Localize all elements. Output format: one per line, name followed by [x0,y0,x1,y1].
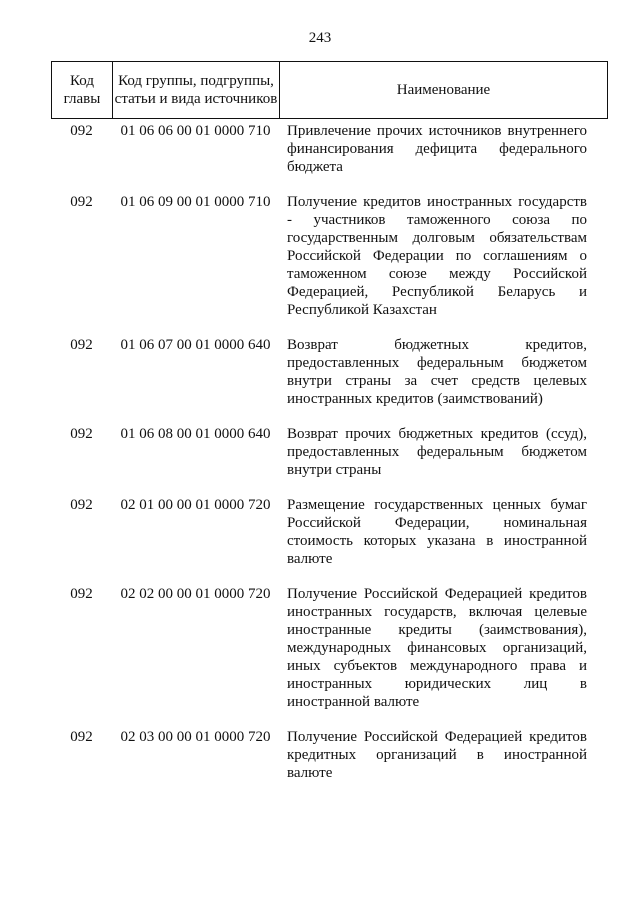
page-number: 243 [308,30,332,46]
row-name: Привлечение прочих источников внутреннего финансирования дефицита федерального бюджета [287,123,587,175]
group-code: 01 06 06 00 01 0000 710 [120,123,271,139]
chapter-code: 092 [70,586,93,602]
header-code-chapter: Код главы [52,62,113,118]
header-code-group: Код группы, подгруппы, статьи и вида источников [113,62,280,118]
table-row [51,496,608,568]
row-name: Возврат прочих бюджетных кредитов (ссуд), предоставленных федеральным бюджетом внутри страны [287,426,587,478]
group-code: 01 06 09 00 01 0000 710 [120,194,271,210]
chapter-code: 092 [70,123,93,139]
table-row [51,193,608,319]
table-body [51,122,608,799]
chapter-code: 092 [70,497,93,513]
row-name: Получение Российской Федерацией кредитов иностранных государств, включая целевые иностранные кредиты (заимствования), международных финансовых организаций, иных субъектов международного права и иностранных юридических лиц в иностранной валюте [287,586,587,710]
row-name: Размещение государственных ценных бумаг Российской Федерации, номинальная стоимость которых указана в иностранной валюте [287,497,587,567]
table-header [51,61,608,119]
table-row [51,122,608,176]
table-row [51,336,608,408]
row-name: Получение кредитов иностранных государств - участников таможенного союза по государственным долговым обязательствам Российской Федерации по соглашениям о таможенном союзе между Российской Федерацией, Республикой Беларусь и Республикой Казахстан [287,194,587,318]
table-row [51,585,608,711]
chapter-code: 092 [70,194,93,210]
group-code: 01 06 08 00 01 0000 640 [120,426,271,442]
table-row [51,728,608,782]
group-code: 01 06 07 00 01 0000 640 [120,337,271,353]
row-name: Получение Российской Федерацией кредитов кредитных организаций в иностранной валюте [287,729,587,781]
chapter-code: 092 [70,729,93,745]
chapter-code: 092 [70,426,93,442]
row-name: Возврат бюджетных кредитов, предоставленных федеральным бюджетом внутри страны за счет средств целевых иностранных кредитов (заимствований) [287,337,587,407]
group-code: 02 03 00 00 01 0000 720 [120,729,271,745]
chapter-code: 092 [70,337,93,353]
table-row [51,425,608,479]
group-code: 02 01 00 00 01 0000 720 [120,497,271,513]
header-name: Наименование [396,82,491,98]
group-code: 02 02 00 00 01 0000 720 [120,586,271,602]
